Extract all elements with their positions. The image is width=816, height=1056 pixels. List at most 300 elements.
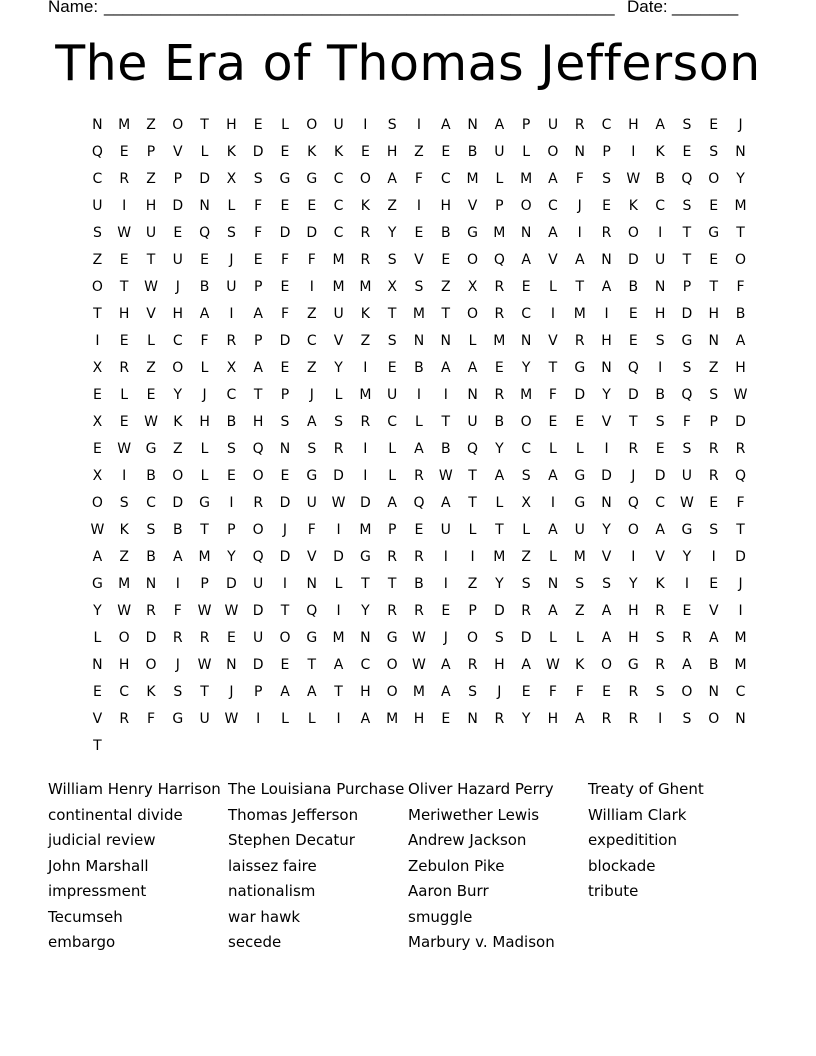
grid-letter: O — [467, 630, 479, 646]
grid-letter: U — [333, 117, 344, 133]
grid-letter: Z — [146, 171, 156, 187]
word-list-item: war hawk — [228, 907, 301, 926]
grid-letter: M — [493, 225, 506, 241]
word-list-item: impressment — [48, 882, 147, 900]
grid-letter: F — [173, 603, 182, 619]
grid-letter: D — [279, 495, 291, 511]
grid-letter: V — [467, 198, 478, 214]
date-blank-line: _______ — [672, 0, 739, 16]
grid-letter: I — [577, 225, 582, 241]
grid-letter: C — [146, 495, 156, 511]
grid-letter: N — [547, 576, 559, 592]
grid-letter: O — [735, 252, 747, 268]
grid-letter: A — [280, 684, 290, 700]
grid-letter: P — [253, 279, 263, 295]
grid-letter: D — [279, 333, 291, 349]
grid-letter: A — [494, 117, 505, 133]
grid-letter: G — [306, 171, 318, 187]
grid-letter: Y — [93, 603, 102, 619]
grid-letter: T — [548, 360, 558, 376]
grid-letter: G — [708, 225, 720, 241]
grid-letter: C — [521, 306, 532, 322]
grid-letter: W — [144, 414, 158, 430]
grid-letter: Y — [629, 576, 638, 592]
grid-letter: S — [226, 225, 236, 241]
grid-letter: U — [92, 198, 103, 214]
grid-letter: Q — [91, 144, 103, 160]
grid-letter: D — [252, 603, 264, 619]
grid-letter: Z — [146, 360, 156, 376]
grid-letter: X — [521, 495, 531, 511]
grid-letter: J — [175, 279, 180, 295]
grid-letter: F — [414, 171, 423, 187]
grid-letter: T — [629, 414, 638, 430]
grid-letter: R — [226, 333, 237, 349]
word-list-item: Tecumseh — [48, 907, 123, 926]
word-list-item: nationalism — [228, 882, 316, 900]
grid-letter: C — [306, 333, 317, 349]
grid-letter: G — [306, 468, 318, 484]
grid-letter: E — [92, 684, 102, 700]
grid-letter: V — [708, 603, 719, 619]
word-list-item: tribute — [588, 882, 639, 900]
grid-letter: B — [655, 387, 665, 403]
grid-letter: D — [306, 225, 318, 241]
grid-letter: K — [628, 198, 638, 214]
grid-letter: T — [468, 495, 477, 511]
grid-letter: A — [735, 333, 746, 349]
grid-letter: T — [93, 306, 102, 322]
grid-letter: E — [548, 414, 558, 430]
grid-letter: Z — [146, 117, 156, 133]
grid-letter: R — [414, 549, 424, 565]
grid-letter: N — [467, 711, 478, 727]
grid-letter: R — [467, 657, 478, 673]
grid-letter: E — [360, 144, 370, 160]
grid-letter: R — [172, 630, 183, 646]
grid-letter: K — [307, 144, 317, 160]
grid-letter: R — [494, 711, 505, 727]
grid-letter: N — [601, 495, 612, 511]
grid-letter: R — [494, 306, 505, 322]
grid-letter: K — [119, 522, 129, 538]
grid-letter: E — [709, 576, 719, 592]
grid-letter: G — [306, 630, 318, 646]
grid-letter: D — [520, 630, 532, 646]
word-list-item: Zebulon Pike — [408, 856, 505, 875]
grid-letter: P — [387, 522, 397, 538]
grid-letter: K — [226, 144, 236, 160]
grid-letter: E — [146, 387, 156, 403]
grid-letter: J — [738, 576, 743, 592]
grid-letter: W — [197, 603, 212, 619]
grid-letter: U — [547, 117, 559, 133]
grid-letter: O — [118, 630, 130, 646]
grid-letter: A — [548, 522, 558, 538]
grid-letter: E — [575, 414, 585, 430]
grid-letter: A — [440, 495, 451, 511]
grid-letter: V — [601, 414, 612, 430]
grid-letter: B — [494, 414, 505, 430]
grid-letter: E — [682, 603, 692, 619]
grid-letter: H — [601, 333, 612, 349]
grid-letter: I — [416, 117, 422, 133]
grid-letter: A — [708, 630, 719, 646]
grid-letter: A — [333, 657, 344, 673]
grid-letter: F — [736, 279, 745, 295]
grid-letter: R — [682, 630, 692, 646]
grid-letter: S — [387, 252, 397, 268]
grid-letter: G — [172, 711, 184, 727]
grid-letter: A — [601, 279, 612, 295]
grid-letter: R — [628, 711, 639, 727]
grid-letter: S — [682, 117, 692, 133]
grid-letter: I — [363, 117, 368, 133]
grid-letter: I — [443, 549, 448, 565]
grid-letter: U — [574, 522, 585, 538]
grid-letter: P — [146, 144, 156, 160]
grid-letter: A — [682, 657, 692, 673]
grid-letter: H — [226, 117, 237, 133]
grid-letter: F — [307, 252, 316, 268]
grid-letter: L — [549, 279, 557, 295]
word-list-item: Oliver Hazard Perry — [408, 780, 554, 798]
grid-letter: A — [92, 549, 103, 565]
grid-letter: S — [602, 576, 611, 592]
grid-letter: H — [628, 630, 639, 646]
grid-letter: R — [628, 441, 639, 457]
grid-letter: T — [682, 225, 692, 241]
grid-letter: C — [172, 333, 183, 349]
grid-letter: L — [200, 441, 209, 457]
grid-letter: A — [467, 360, 478, 376]
grid-letter: I — [550, 495, 556, 511]
grid-letter: T — [682, 252, 692, 268]
grid-letter: M — [573, 306, 586, 322]
grid-letter: I — [711, 549, 716, 565]
word-list-item: judicial review — [48, 831, 156, 849]
grid-letter: K — [655, 144, 665, 160]
grid-letter: L — [200, 468, 209, 484]
grid-letter: I — [122, 468, 127, 484]
grid-letter: J — [497, 684, 502, 700]
grid-letter: Y — [387, 225, 397, 241]
grid-letter: G — [386, 630, 398, 646]
grid-letter: N — [199, 198, 210, 214]
grid-letter: M — [493, 549, 506, 565]
grid-letter: R — [574, 117, 585, 133]
grid-letter: N — [520, 225, 532, 241]
grid-letter: T — [200, 522, 209, 538]
grid-letter: G — [627, 657, 639, 673]
grid-letter: I — [738, 603, 743, 619]
grid-letter: L — [522, 522, 531, 538]
grid-letter: L — [388, 468, 397, 484]
grid-letter: K — [173, 414, 183, 430]
grid-letter: A — [494, 468, 505, 484]
grid-letter: F — [280, 252, 289, 268]
grid-letter: Y — [682, 549, 692, 565]
grid-letter: T — [468, 468, 477, 484]
grid-letter: A — [440, 657, 451, 673]
grid-letter: E — [226, 468, 236, 484]
grid-letter: C — [655, 495, 666, 511]
grid-letter: Z — [306, 360, 317, 376]
grid-letter: R — [360, 414, 371, 430]
grid-letter: E — [441, 603, 451, 619]
grid-letter: H — [547, 711, 559, 727]
word-list-item: embargo — [48, 933, 116, 951]
grid-letter: R — [628, 684, 639, 700]
grid-letter: V — [333, 333, 344, 349]
grid-letter: E — [709, 117, 719, 133]
grid-letter: I — [604, 306, 609, 322]
grid-letter: E — [92, 441, 102, 457]
grid-letter: L — [415, 414, 423, 430]
grid-letter: U — [387, 387, 398, 403]
grid-letter: W — [546, 657, 560, 673]
grid-letter: U — [145, 225, 157, 241]
grid-letter: E — [414, 522, 424, 538]
grid-letter: P — [495, 198, 504, 214]
grid-letter: X — [387, 279, 397, 295]
grid-letter: W — [90, 522, 105, 538]
grid-letter: R — [360, 252, 371, 268]
grid-letter: E — [200, 252, 210, 268]
grid-letter: H — [145, 198, 157, 214]
grid-letter: S — [468, 684, 477, 700]
grid-letter: I — [550, 306, 556, 322]
grid-letter: M — [734, 198, 747, 214]
grid-letter: N — [601, 252, 612, 268]
grid-letter: O — [547, 144, 559, 160]
grid-letter: M — [412, 306, 425, 322]
grid-letter: R — [360, 225, 371, 241]
grid-letter: C — [655, 198, 666, 214]
grid-letter: V — [92, 711, 103, 727]
grid-letter: P — [227, 522, 236, 538]
grid-letter: Y — [602, 522, 611, 538]
word-list-item: expeditition — [588, 831, 678, 849]
grid-letter: M — [359, 522, 372, 538]
grid-letter: M — [118, 576, 131, 592]
grid-letter: E — [441, 144, 451, 160]
grid-letter: S — [575, 576, 585, 592]
grid-letter: T — [200, 117, 209, 133]
grid-letter: F — [736, 495, 745, 511]
grid-letter: A — [360, 711, 371, 727]
grid-letter: G — [279, 171, 291, 187]
grid-letter: R — [655, 657, 665, 673]
grid-letter: J — [202, 387, 207, 403]
grid-letter: M — [466, 171, 479, 187]
grid-letter: S — [655, 333, 665, 349]
grid-letter: S — [655, 414, 665, 430]
grid-letter: N — [279, 441, 291, 457]
grid-letter: O — [172, 117, 184, 133]
grid-letter: Y — [495, 441, 504, 457]
grid-letter: A — [414, 441, 424, 457]
grid-letter: Y — [521, 711, 531, 727]
grid-letter: L — [468, 333, 477, 349]
grid-letter: I — [282, 576, 288, 592]
grid-letter: M — [332, 279, 345, 295]
grid-letter: T — [280, 603, 290, 619]
grid-letter: I — [631, 144, 636, 160]
grid-letter: J — [738, 117, 743, 133]
grid-letter: O — [91, 495, 103, 511]
grid-letter: E — [655, 441, 665, 457]
grid-letter: F — [307, 522, 316, 538]
grid-letter: V — [306, 549, 317, 565]
grid-letter: D — [359, 495, 371, 511]
grid-letter: O — [601, 657, 613, 673]
grid-letter: S — [146, 522, 156, 538]
grid-letter: F — [548, 387, 557, 403]
grid-letter: E — [119, 144, 129, 160]
grid-letter: U — [306, 495, 317, 511]
grid-letter: T — [495, 522, 504, 538]
grid-letter: F — [146, 711, 156, 727]
grid-letter: L — [575, 441, 584, 457]
grid-letter: A — [521, 657, 531, 673]
grid-letter: I — [363, 468, 368, 484]
grid-letter: C — [333, 198, 344, 214]
grid-letter: I — [631, 549, 636, 565]
grid-letter: I — [604, 441, 609, 457]
grid-letter: A — [574, 252, 585, 268]
grid-letter: U — [226, 279, 237, 295]
grid-letter: A — [574, 711, 585, 727]
grid-letter: Q — [627, 495, 639, 511]
grid-letter: R — [414, 603, 424, 619]
grid-letter: D — [654, 468, 666, 484]
grid-letter: R — [735, 441, 746, 457]
grid-letter: A — [387, 171, 397, 187]
grid-letter: F — [280, 306, 289, 322]
grid-letter: I — [229, 495, 234, 511]
grid-letter: J — [309, 387, 314, 403]
grid-letter: N — [467, 387, 478, 403]
grid-letter: H — [199, 414, 210, 430]
grid-letter: H — [118, 657, 130, 673]
grid-letter: F — [200, 333, 209, 349]
word-list-item: Marbury v. Madison — [408, 933, 555, 951]
grid-letter: E — [280, 198, 290, 214]
grid-letter: D — [172, 198, 184, 214]
grid-letter: E — [280, 468, 290, 484]
grid-letter: R — [708, 441, 719, 457]
page-title: The Era of Thomas Jefferson — [55, 35, 761, 92]
word-list-item: Meriwether Lewis — [408, 805, 540, 824]
grid-letter: U — [333, 306, 344, 322]
grid-letter: O — [91, 279, 103, 295]
grid-letter: A — [440, 360, 451, 376]
grid-letter: V — [601, 549, 612, 565]
grid-letter: R — [574, 333, 585, 349]
grid-letter: T — [575, 279, 585, 295]
grid-letter: F — [548, 684, 557, 700]
grid-letter: S — [387, 333, 397, 349]
grid-letter: A — [253, 360, 263, 376]
grid-letter: U — [681, 468, 693, 484]
grid-letter: S — [682, 711, 692, 727]
grid-letter: Q — [413, 495, 425, 511]
grid-letter: U — [253, 576, 264, 592]
grid-letter: T — [253, 387, 263, 403]
grid-letter: E — [682, 144, 692, 160]
grid-letter: M — [359, 387, 372, 403]
grid-letter: O — [708, 711, 720, 727]
grid-letter: N — [226, 657, 237, 673]
grid-letter: L — [281, 711, 289, 727]
grid-letter: G — [145, 441, 157, 457]
grid-letter: E — [226, 630, 236, 646]
grid-letter: W — [224, 603, 239, 619]
word-list-item: William Henry Harrison — [48, 780, 221, 798]
grid-letter: S — [682, 198, 692, 214]
grid-letter: D — [735, 549, 746, 565]
grid-letter: M — [198, 549, 211, 565]
grid-letter: H — [628, 603, 639, 619]
grid-letter: L — [388, 441, 397, 457]
grid-letter: H — [413, 711, 425, 727]
grid-letter: L — [495, 171, 504, 187]
grid-letter: P — [468, 603, 477, 619]
grid-letter: E — [92, 387, 102, 403]
grid-letter: J — [229, 684, 234, 700]
grid-letter: I — [336, 603, 341, 619]
grid-letter: C — [521, 441, 532, 457]
grid-letter: R — [146, 603, 156, 619]
grid-letter: G — [467, 225, 478, 241]
grid-letter: U — [440, 522, 451, 538]
grid-letter: O — [386, 684, 398, 700]
grid-letter: L — [200, 144, 209, 160]
grid-letter: X — [467, 279, 478, 295]
grid-letter: P — [682, 279, 692, 295]
grid-letter: D — [279, 225, 291, 241]
grid-letter: M — [359, 279, 372, 295]
grid-letter: D — [681, 306, 693, 322]
grid-letter: B — [708, 657, 719, 673]
grid-letter: B — [655, 171, 665, 187]
grid-letter: B — [467, 144, 478, 160]
grid-letter: U — [467, 414, 478, 430]
grid-letter: E — [280, 657, 290, 673]
grid-letter: Q — [252, 549, 264, 565]
grid-letter: M — [332, 252, 345, 268]
grid-letter: I — [658, 360, 663, 376]
grid-letter: G — [91, 576, 103, 592]
grid-letter: H — [440, 198, 452, 214]
grid-letter: A — [521, 252, 531, 268]
grid-letter: A — [601, 630, 612, 646]
grid-letter: B — [735, 306, 746, 322]
grid-letter: E — [280, 360, 290, 376]
grid-letter: D — [172, 495, 184, 511]
grid-letter: T — [441, 414, 451, 430]
grid-letter: A — [253, 306, 263, 322]
grid-letter: L — [549, 549, 557, 565]
grid-letter: P — [280, 387, 290, 403]
grid-letter: O — [627, 522, 639, 538]
grid-letter: R — [119, 711, 130, 727]
grid-letter: D — [279, 549, 291, 565]
grid-letter: U — [172, 252, 183, 268]
grid-letter: I — [95, 333, 100, 349]
grid-letter: T — [307, 657, 317, 673]
